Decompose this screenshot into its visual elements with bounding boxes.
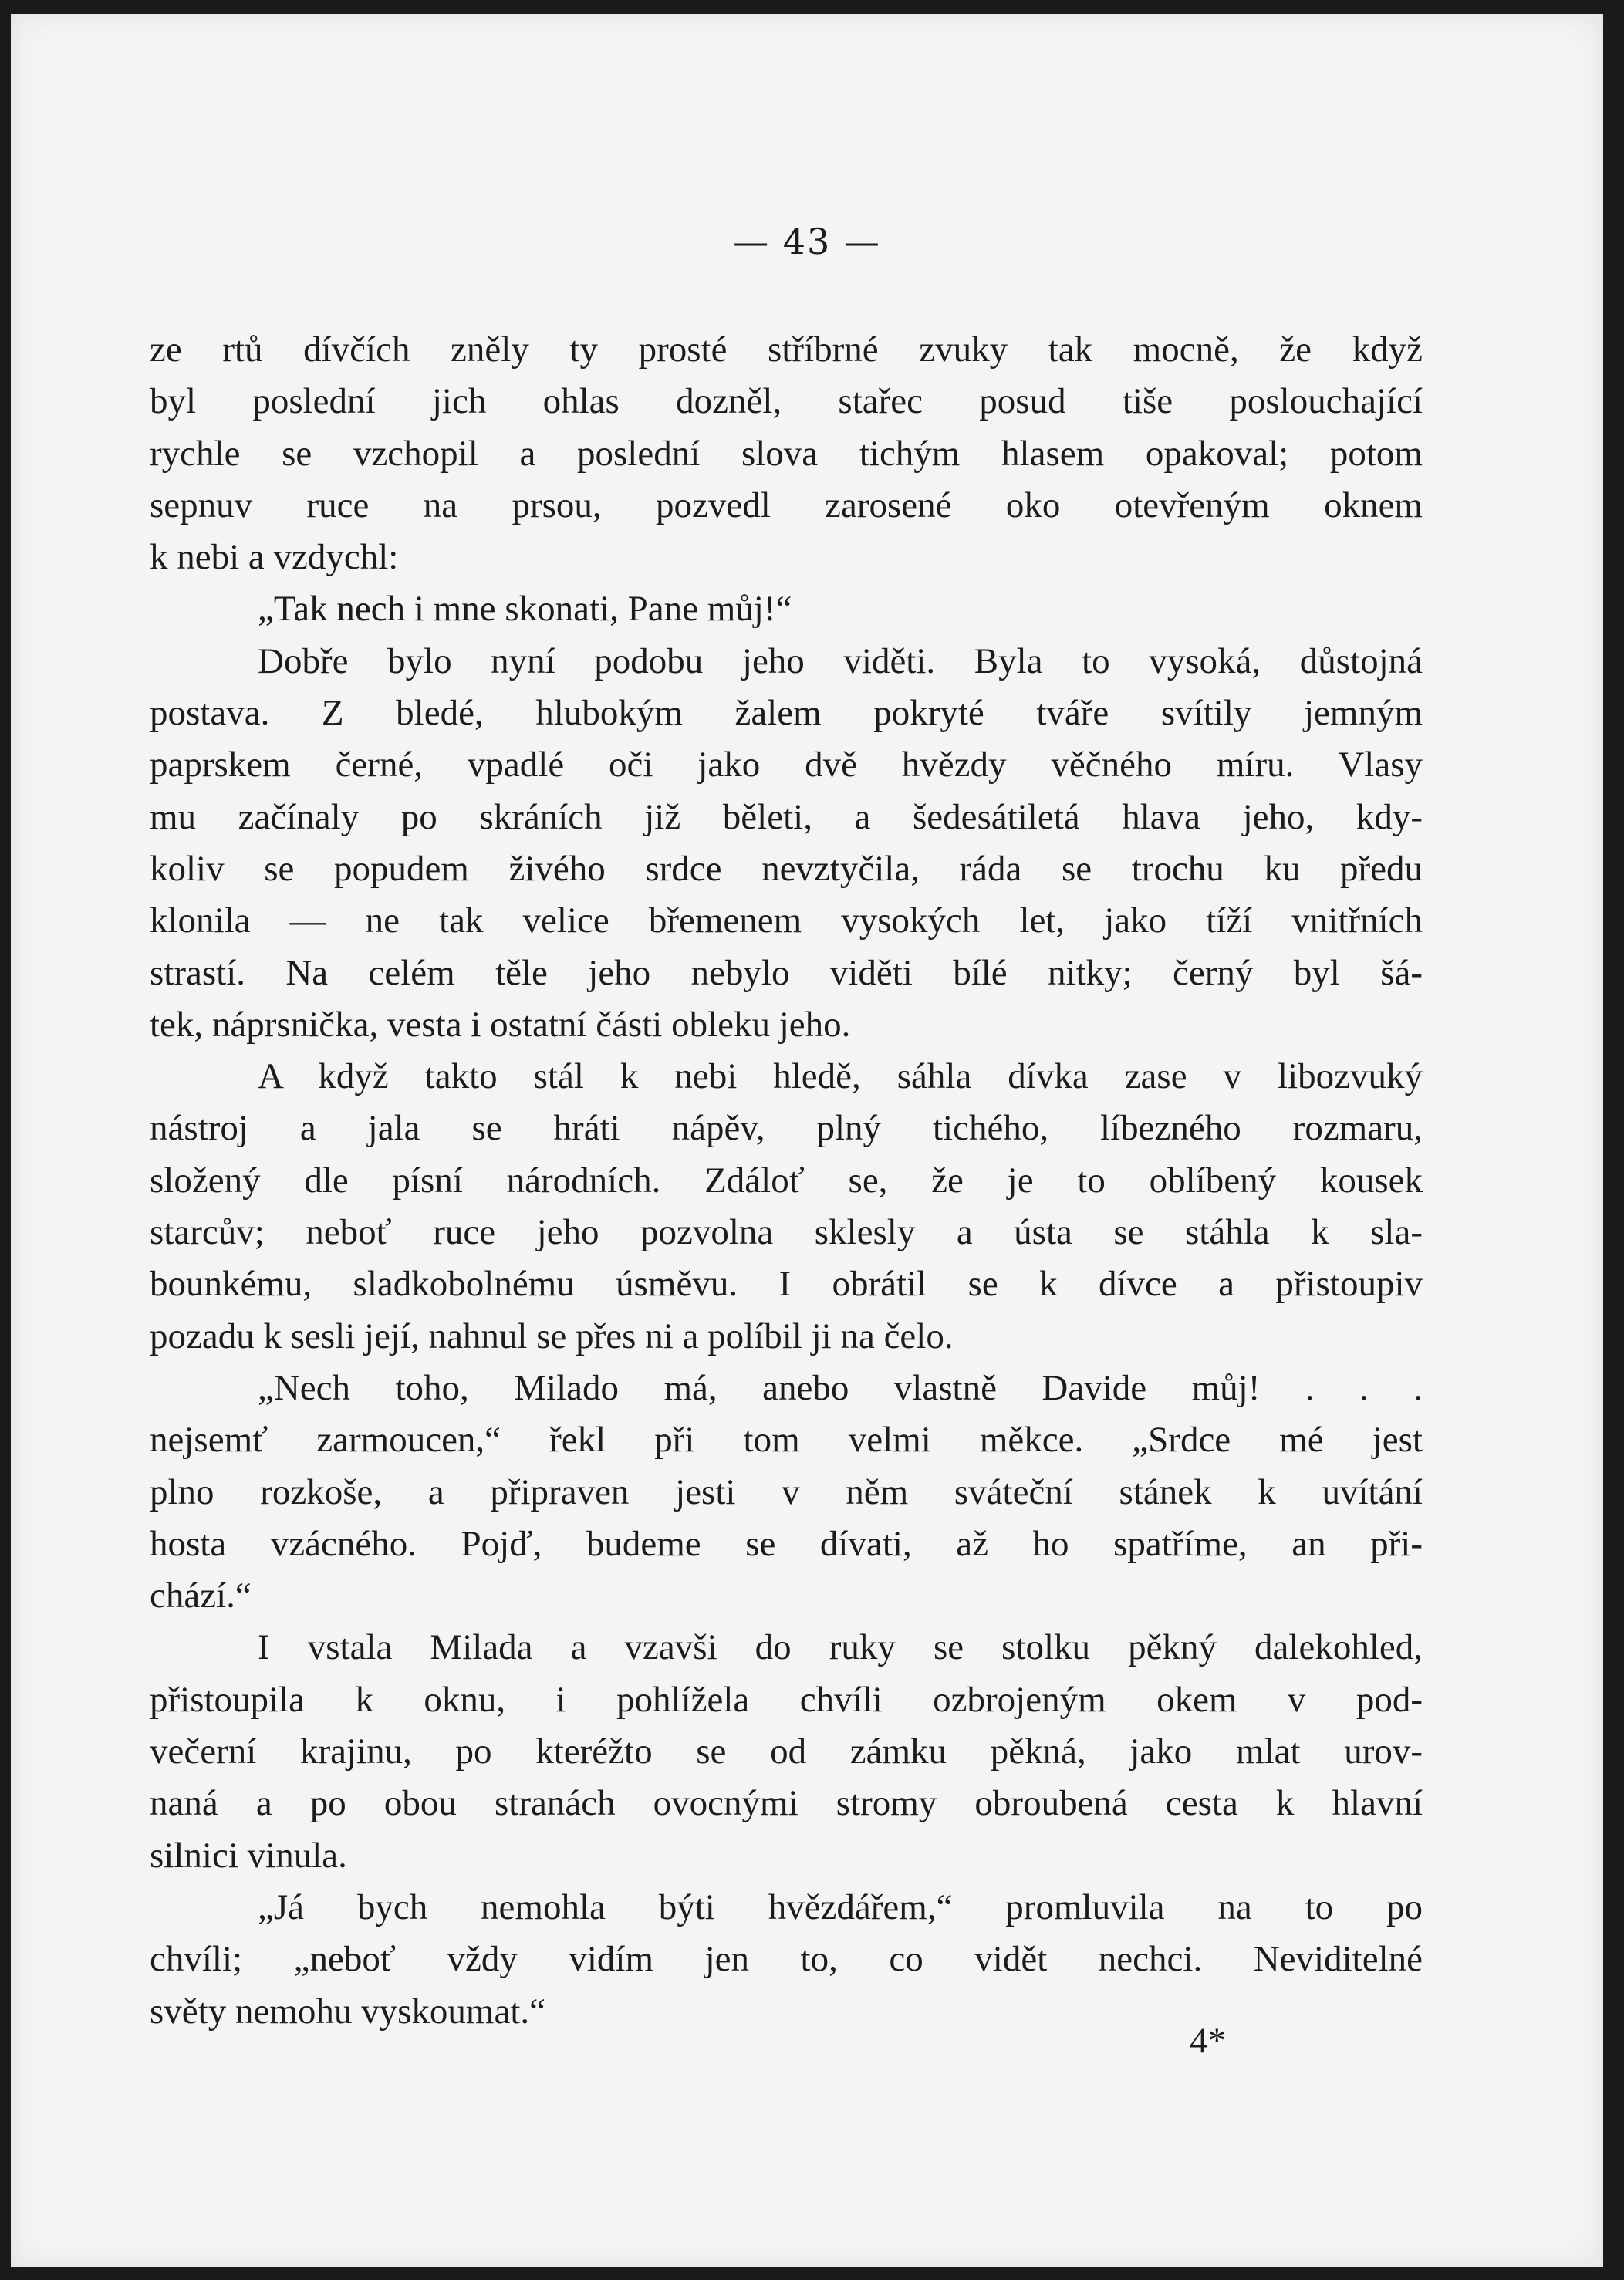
text-line: k nebi a vzdychl:: [150, 537, 399, 578]
signature-mark: 4*: [1190, 2021, 1226, 2061]
text-line: plno rozkoše, a připraven jesti v něm sváteční stánek k uvítání: [150, 1471, 1423, 1512]
text-line: „Tak nech i mne skonati, Pane můj!“: [258, 589, 792, 630]
text-line: starcův; neboť ruce jeho pozvolna sklesly a ústa se stáhla k sla-: [150, 1212, 1423, 1253]
text-line: „Nech toho, Milado má, anebo vlastně Davide můj! . . .: [258, 1367, 1423, 1408]
text-line: sepnuv ruce na prsou, pozvedl zarosené oko otevřeným oknem: [150, 485, 1423, 525]
page-number: — 43 —: [733, 221, 881, 262]
text-line: chvíli; „neboť vždy vidím jen to, co vidět nechci. Neviditelné: [150, 1939, 1423, 1980]
text-line: mu začínaly po skráních již běleti, a šedesátiletá hlava jeho, kdy-: [150, 796, 1423, 837]
text-line: Dobře bylo nyní podobu jeho viděti. Byla to vysoká, důstojná: [258, 640, 1423, 681]
text-line: postava. Z bledé, hlubokým žalem pokryté tváře svítily jemným: [150, 693, 1423, 734]
text-line: byl poslední jich ohlas dozněl, stařec posud tiše poslouchající: [150, 381, 1423, 422]
text-line: koliv se popudem živého srdce nevztyčila, ráda se trochu ku předu: [150, 848, 1423, 889]
text-line: rychle se vzchopil a poslední slova tichým hlasem opakoval; potom: [150, 433, 1423, 474]
text-line: pozadu k sesli její, nahnul se přes ni a políbil ji na čelo.: [150, 1316, 954, 1356]
text-line: chází.“: [150, 1576, 252, 1616]
text-line: přistoupila k oknu, i pohlížela chvíli ozbrojeným okem v pod-: [150, 1679, 1423, 1720]
text-line: hosta vzácného. Pojď, budeme se dívati, až ho spatříme, an při-: [150, 1523, 1423, 1564]
text-line: A když takto stál k nebi hledě, sáhla dívka zase v libozvuký: [258, 1056, 1423, 1097]
text-line: silnici vinula.: [150, 1835, 347, 1876]
text-line: „Já bych nemohla býti hvězdářem,“ promluvila na to po: [258, 1886, 1423, 1927]
text-line: bounkému, sladkobolnému úsměvu. I obrátil se k dívce a přistoupiv: [150, 1264, 1423, 1305]
text-line: klonila — ne tak velice břemenem vysokých let, jako tíží vnitřních: [150, 900, 1423, 941]
text-line: paprskem černé, vpadlé oči jako dvě hvězdy věčného míru. Vlasy: [150, 745, 1423, 785]
body-text: [150, 324, 1423, 2038]
text-line: nejsemť zarmoucen,“ řekl při tom velmi měkce. „Srdce mé jest: [150, 1420, 1423, 1461]
text-line: složený dle písní národních. Zdáloť se, že je to oblíbený kousek: [150, 1160, 1423, 1201]
text-line: I vstala Milada a vzavši do ruky se stolku pěkný dalekohled,: [258, 1627, 1423, 1668]
text-line: tek, náprsnička, vesta i ostatní části obleku jeho.: [150, 1004, 851, 1045]
text-line: večerní krajinu, po kteréžto se od zámku pěkná, jako mlat urov-: [150, 1731, 1423, 1772]
text-line: naná a po obou stranách ovocnými stromy obroubená cesta k hlavní: [150, 1783, 1423, 1824]
text-line: nástroj a jala se hráti nápěv, plný tichého, líbezného rozmaru,: [150, 1108, 1423, 1149]
text-line: strastí. Na celém těle jeho nebylo viděti bílé nitky; černý byl šá-: [150, 952, 1423, 993]
book-page: [11, 14, 1603, 2267]
text-line: ze rtů dívčích zněly ty prosté stříbrné zvuky tak mocně, že když: [150, 329, 1423, 370]
text-line: světy nemohu vyskoumat.“: [150, 1991, 546, 2032]
